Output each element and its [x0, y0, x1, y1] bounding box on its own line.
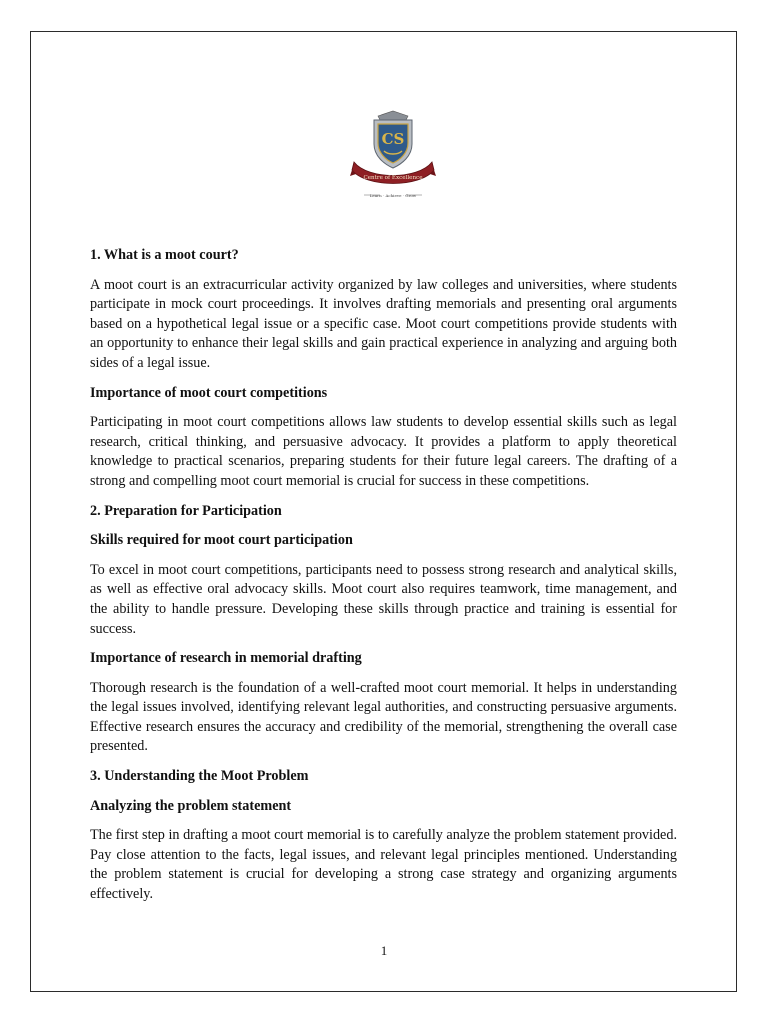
document-body [90, 246, 677, 915]
logo-monogram: CS [381, 130, 405, 148]
paragraph-skills-required: To excel in moot court competitions, participants need to possess strong research and analytical skills, as well as effective oral advocacy skills. Moot court also requires teamwork, time management, and the ability to handle pressure. Developing these skills through practice and training is essential for success. [90, 561, 677, 637]
subheading-analyzing-problem: Analyzing the problem statement [90, 797, 292, 814]
paragraph-importance-of-research: Thorough research is the foundation of a well-crafted moot court memorial. It helps in understanding the legal issues involved, identifying relevant legal authorities, and constructing persuasive arguments. Effective research ensures the accuracy and credibility of the memorial, strengthening the overall case presented. [90, 679, 677, 755]
paragraph-importance-of-competitions: Participating in moot court competitions allows law students to develop essential skills such as legal research, critical thinking, and persuasive advocacy. It provides a platform to apply theoretical knowledge to practical scenarios, preparing students for their future legal careers. The drafting of a strong and compelling moot court memorial is crucial for success in these competitions. [90, 414, 677, 489]
paragraph-what-is-moot-court: A moot court is an extracurricular activity organized by law colleges and universities, where students participate in mock court proceedings. It involves drafting memorials and presenting oral arguments based on a hypothetical legal issue or a specific case. Moot court competitions provide students with an opportunity to enhance their legal skills and gain practical experience in analyzing and arguing both sides of a legal issue. [90, 276, 677, 371]
subheading-skills-required: Skills required for moot court participation [90, 532, 353, 549]
subheading-importance-of-competitions: Importance of moot court competitions [90, 384, 328, 401]
page-number: 1 [380, 943, 388, 958]
centre-of-excellence-logo [350, 110, 436, 202]
section-heading-understanding-problem: 3. Understanding the Moot Problem [90, 768, 309, 785]
logo-tagline: Learn · Achieve · Grow [369, 193, 417, 198]
section-heading-what-is-moot-court: 1. What is a moot court? [90, 247, 239, 263]
logo-banner-text: Centre of Excellence [363, 175, 423, 181]
paragraph-analyzing-problem: The first step in drafting a moot court memorial is to carefully analyze the problem statement provided. Pay close attention to the facts, legal issues, and relevant legal principles mentioned. Understanding the problem statement is crucial for developing a strong case strategy and organizing arguments effectively. [90, 827, 677, 903]
section-heading-preparation: 2. Preparation for Participation [90, 502, 282, 519]
subheading-importance-of-research: Importance of research in memorial drafting [90, 650, 362, 667]
